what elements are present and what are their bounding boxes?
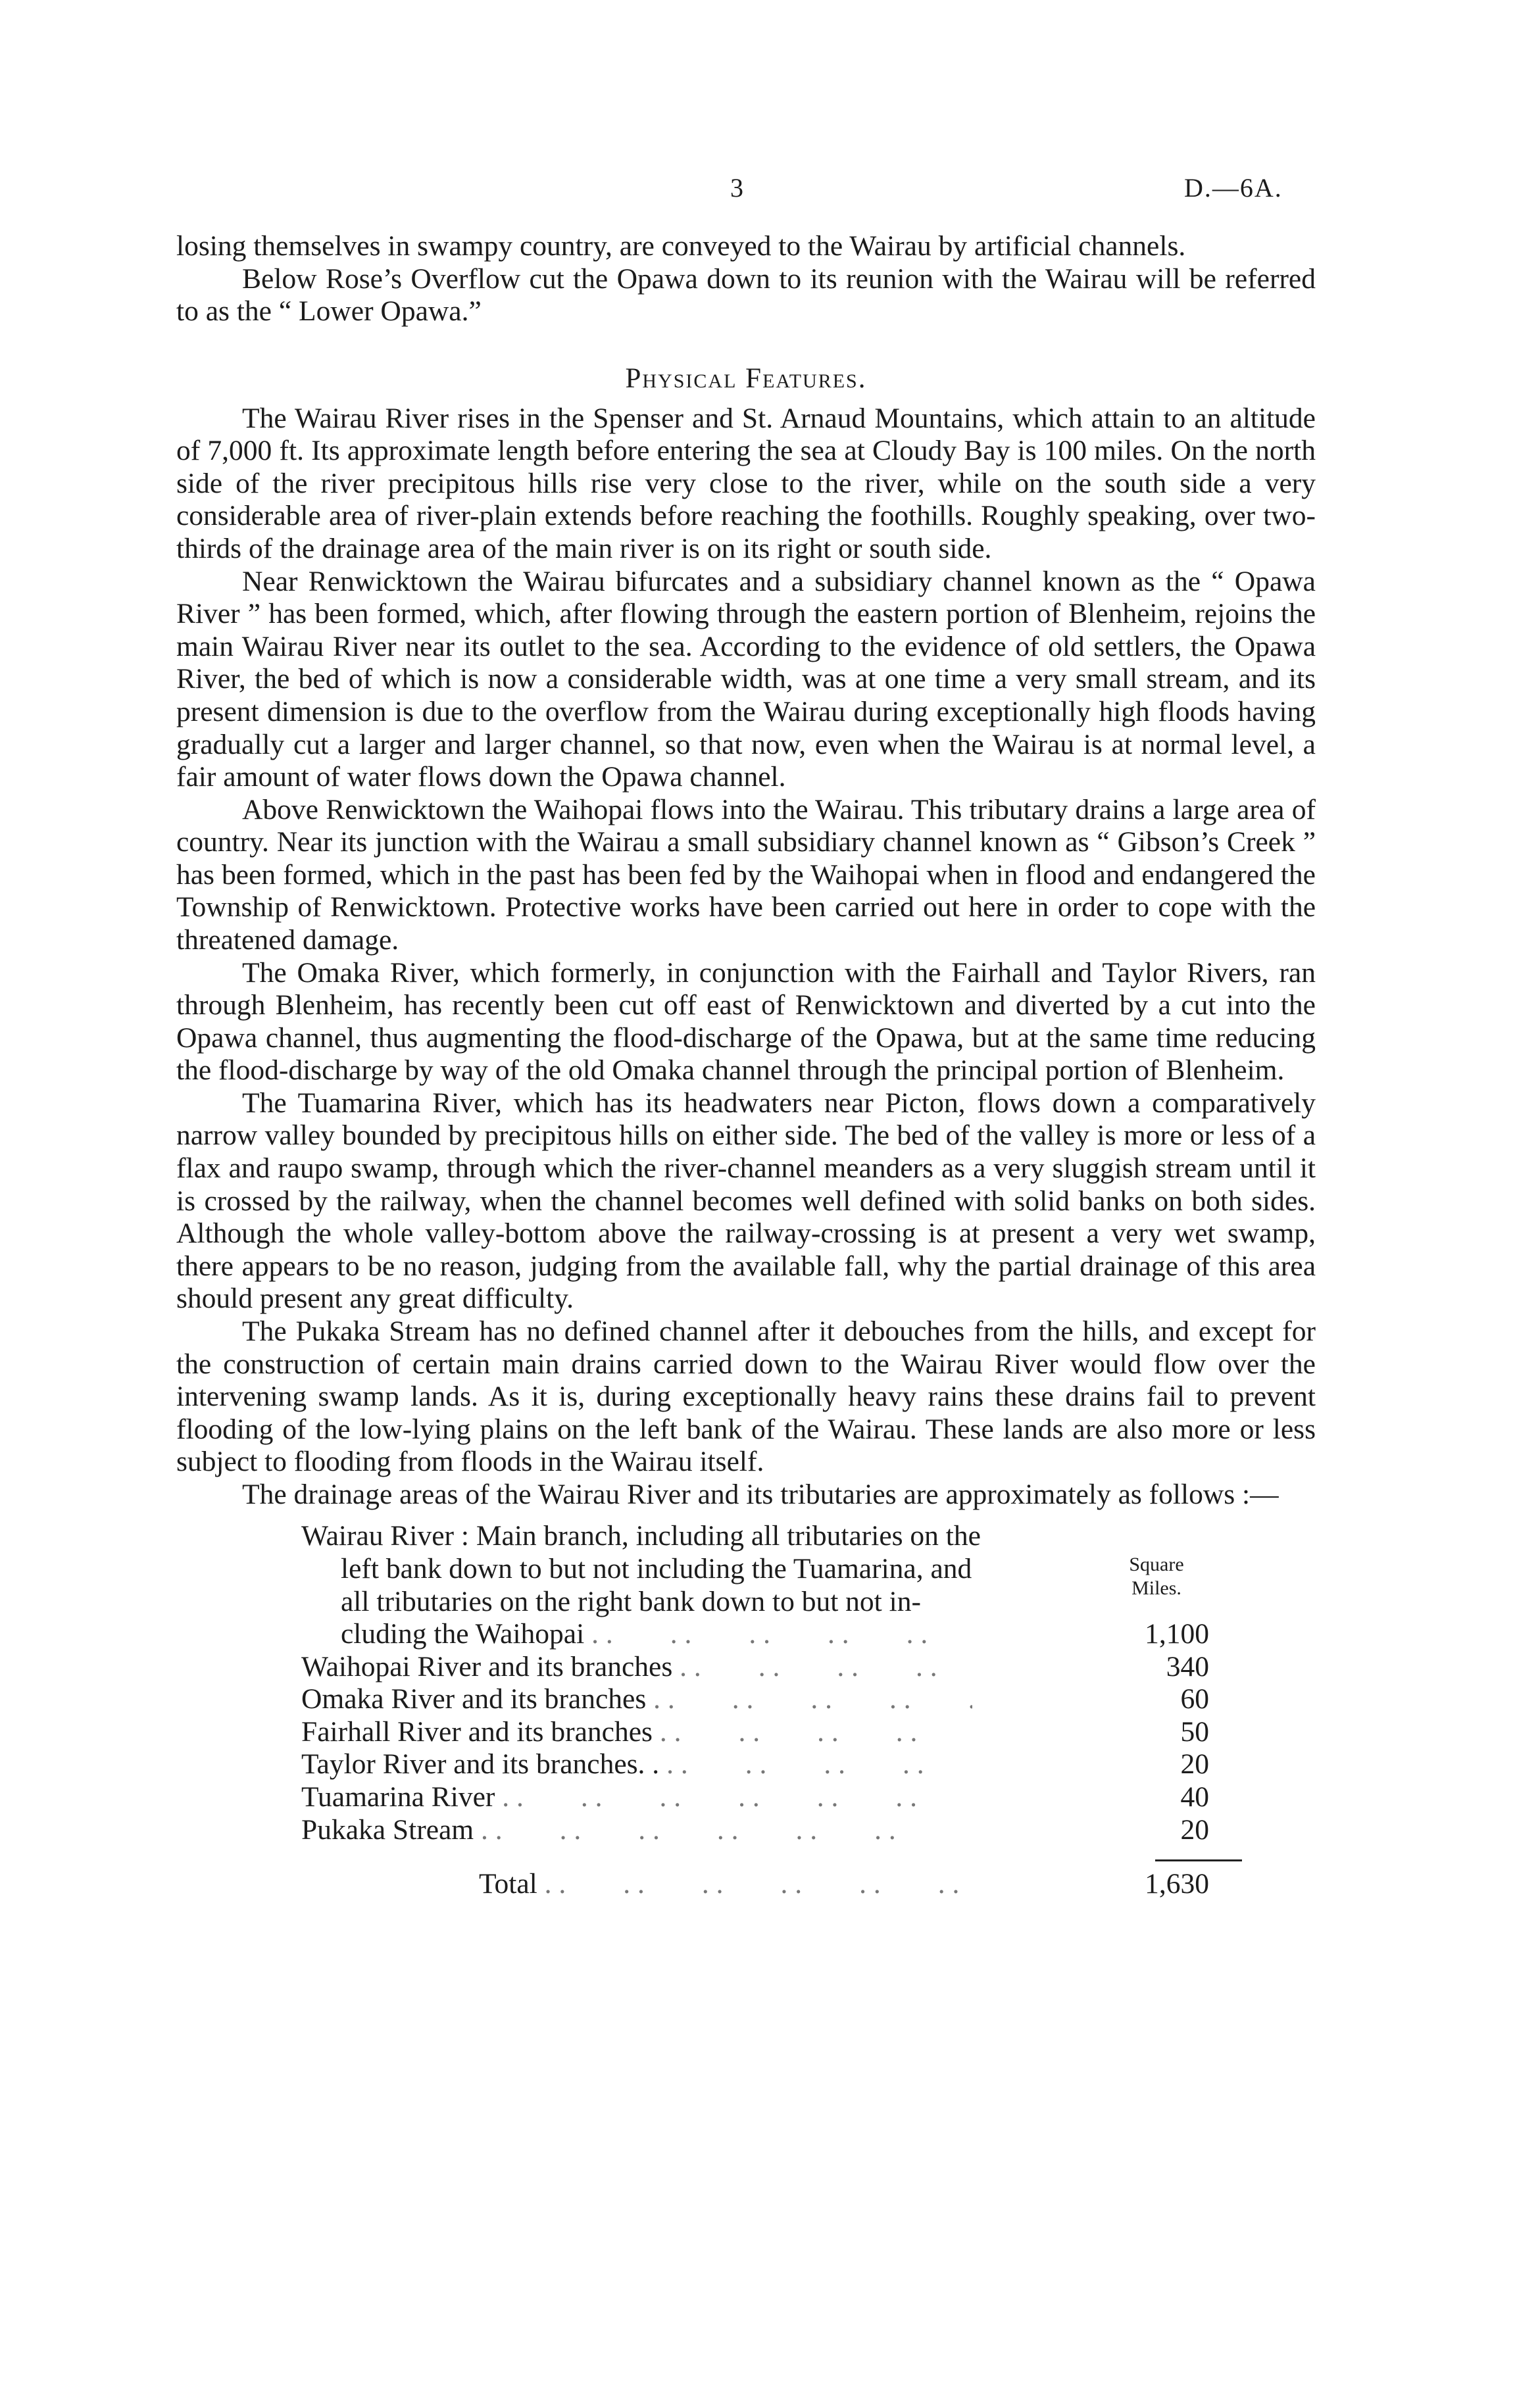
paragraph: The Omaka River, which formerly, in conjunction with the Fairhall and Taylor Rivers, ran through Blenheim, has recently been cut off east of Renwicktown and diverted by a cut into the Opawa channel, thus augmenting the flood-discharge of the Opawa, but at the same time reducing the flood-discharge by way of the old Omaka channel through the principal portion of Blenheim. xyxy=(176,956,1316,1087)
paragraph: losing themselves in swampy country, are conveyed to the Wairau by artificial channels. xyxy=(176,230,1186,262)
total-label: Total . . xyxy=(479,1868,972,1901)
table-row-first-line: Wairau River : Main branch, including all tributaries on the xyxy=(301,1520,981,1552)
sum-rule-divider xyxy=(1155,1859,1242,1861)
document-reference: D.—6A. xyxy=(1184,173,1283,203)
table-row-continuation: left bank down to but not including the Tuamarina, and xyxy=(341,1552,972,1585)
paragraph: The Pukaka Stream has no defined channel after it debouches from the hills, and except for the construction of certain main drains carried down to the Wairau River would flow over the intervening swamp lands. As it is, during exceptionally heavy rains these drains fail to prevent flooding of the low-lying plains on the left bank of the Wairau. These lands are also more or less subject to flooding from floods in the Wairau itself. xyxy=(176,1315,1316,1478)
table-total-row xyxy=(176,1868,1316,1901)
page-number: 3 xyxy=(730,173,743,203)
table-row-continuation: all tributaries on the right bank down to but not in- xyxy=(341,1585,921,1617)
paragraph: The Wairau River rises in the Spenser and St. Arnaud Mountains, which attain to an altitude of 7,000 ft. Its approximate length before entering the sea at Cloudy Bay is 100 miles. On the north side of the river precipitous hills rise very close to the river, while on the south side a very considerable area of river-plain extends before reaching the foothills. Roughly speaking, over two-thirds of the drainage area of the main river is on its right or south side. xyxy=(176,402,1316,565)
paragraph: Near Renwicktown the Wairau bifurcates and a subsidiary channel known as the “ Opawa River ” has been formed, which, after flowing through the eastern portion of Blenheim, rejoins the main Wairau River near its outlet to the sea. According to the evidence of old settlers, the Opawa River, the bed of which is now a considerable width, was at one time a very small stream, and its present dimension is due to the overflow from the Wairau during exceptionally high floods having gradually cut a larger and larger channel, so that now, even when the Wairau is at normal level, a fair amount of water flows down the Opawa channel. xyxy=(176,565,1316,793)
paragraph: Below Rose’s Overflow cut the Opawa down to its reunion with the Wairau will be referred to as the “ Lower Opawa.” xyxy=(176,262,1316,328)
table-row xyxy=(176,1814,1316,1847)
row-value: 20 xyxy=(1180,1748,1209,1781)
row-value: 60 xyxy=(1180,1683,1209,1715)
body-text xyxy=(176,230,1316,1901)
section-heading: Physical Features. xyxy=(625,362,867,394)
table-row xyxy=(176,1716,1316,1749)
row-label: Waihopai River and its branches . . xyxy=(301,1651,972,1684)
units-label: Square Miles. xyxy=(1129,1554,1184,1600)
row-label: Omaka River and its branches . . xyxy=(301,1683,972,1716)
row-label: cluding the Waihopai . . xyxy=(341,1618,972,1651)
drainage-areas-table xyxy=(176,1520,1316,1900)
row-label: Pukaka Stream . . xyxy=(301,1814,972,1847)
row-value: 50 xyxy=(1180,1715,1209,1748)
table-row xyxy=(176,1781,1316,1814)
paragraph: Above Renwicktown the Waihopai flows into the Wairau. This tributary drains a large area of country. Near its junction with the Wairau a small subsidiary channel known as “ Gibson’s Creek ” has been formed, which in the past has been fed by the Waihopai when in flood and endangered the Township of Renwicktown. Protective works have been carried out here in order to cope with the threatened damage. xyxy=(176,793,1316,956)
row-value: 340 xyxy=(1166,1650,1209,1683)
row-value: 40 xyxy=(1180,1781,1209,1813)
table-row xyxy=(176,1618,1316,1651)
total-value: 1,630 xyxy=(1145,1868,1209,1900)
table-row xyxy=(176,1683,1316,1716)
row-label: Fairhall River and its branches . . xyxy=(301,1716,972,1749)
row-label: Taylor River and its branches. . . . xyxy=(301,1748,972,1781)
row-value: 20 xyxy=(1180,1813,1209,1846)
row-value: 1,100 xyxy=(1145,1618,1209,1650)
table-row xyxy=(176,1651,1316,1684)
table-row xyxy=(176,1748,1316,1781)
paragraph: The Tuamarina River, which has its headwaters near Picton, flows down a comparatively narrow valley bounded by precipitous hills on either side. The bed of the valley is more or less of a flax and raupo swamp, through which the river-channel meanders as a very sluggish stream until it is crossed by the railway, when the channel becomes well defined with solid banks on both sides. Although the whole valley-bottom above the railway-crossing is at present a very wet swamp, there appears to be no reason, judging from the available fall, why the partial drainage of this area should present any great difficulty. xyxy=(176,1087,1316,1315)
row-label: Tuamarina River . . xyxy=(301,1781,972,1814)
paragraph: The drainage areas of the Wairau River and its tributaries are approximately as follows :— xyxy=(242,1478,1279,1510)
